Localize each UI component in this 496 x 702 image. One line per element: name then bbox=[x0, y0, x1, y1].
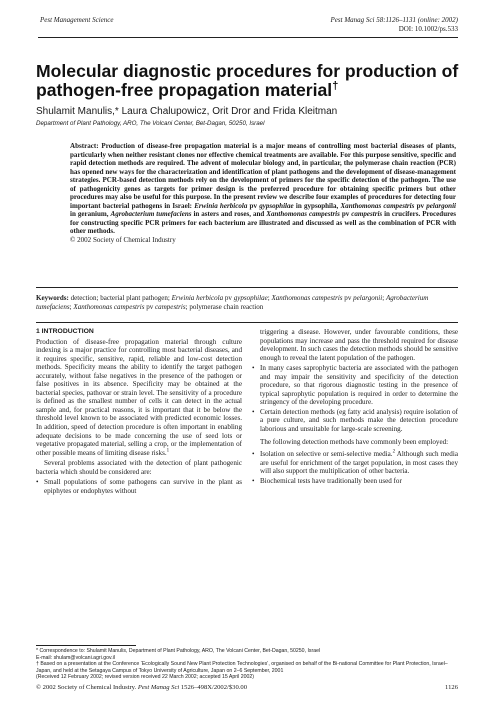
list-item: • Biochemical tests have traditionally been used for bbox=[252, 476, 402, 485]
page-number: 1126 bbox=[445, 684, 458, 691]
abstract bbox=[70, 142, 456, 245]
title-dagger: † bbox=[332, 80, 339, 93]
list-item: • Isolation on selective or semi-selective media.$^2$ Although such media are useful for enrichment of the target population, in most cases they will also support the multiplication of other bacteria. bbox=[252, 449, 458, 476]
authors: Shulamit Manulis,* Laura Chalupowicz, Orit Dror and Frida Kleitman bbox=[36, 106, 338, 117]
list-item: • Small populations of some pathogens can survive in the plant as epiphytes or endophytes without bbox=[36, 478, 242, 495]
reference-1[interactable]: 1 bbox=[166, 448, 170, 454]
abstract-copyright: © 2002 Society of Chemical Industry bbox=[70, 236, 176, 245]
keywords-rule bbox=[36, 322, 458, 323]
title-text: Molecular diagnostic procedures for production of pathogen-free propagation material bbox=[36, 61, 459, 100]
section-heading: 1 INTRODUCTION bbox=[36, 328, 94, 335]
received-note: (Received 12 February 2002; revised version received 22 March 2002; accepted 15 April 2002) bbox=[36, 674, 254, 681]
bullet-icon: • bbox=[252, 364, 255, 373]
abstract-text: Production of disease-free propagation material is a major means of controlling most bacterial diseases of plants, particularly when neither resistant clones nor effective chemical treatments are available. For this purpose sensitive, specific and rapid detection methods are required. The advent of molecular biology and, in particular, the polymerase chain reaction (PCR) has opened new ways for the characterization and identification of plant pathogens and the development of disease-management strategies. PCR-based detection methods rely on the development of primers for the specific detection of the pathogen. The use of pathogenicity genes as targets for primer design is the preferred procedure for obtaining specific primers but other procedures may also be useful for this purpose. In the present review we describe four examples of procedures for detecting four important bacterial pathogens in Israel: Erwinia herbicola pv gypsophilae in gypsophila, Xanthomonas campestris pv pelargonii in geranium, Agrobacterium tumefaciens in asters and roses, and Xanthomonas campestris pv campestris in crucifers. Procedures for constructing specific PCR primers for each bacterium are illustrated and discussed as well as the combination of PCR with other methods. bbox=[70, 142, 457, 236]
header-rule bbox=[38, 37, 458, 38]
affiliation: Department of Plant Pathology, ARO, The Volcani Center, Bet-Dagan, 50250, Israel bbox=[36, 120, 265, 127]
correspondence-note: * Correspondence to: Shulamit Manulis, Department of Plant Pathology, ARO, The Volcani Center, Bet-Dagan, 50250, Israel bbox=[36, 648, 321, 654]
list-item: • In many cases saprophytic bacteria are associated with the pathogen and may impair the sensitivity and specificity of the detection procedure, so that rigorous diagnostic testing in the presence of typical saprophytic population is required in order to determine the stringency of the developing procedure. bbox=[252, 364, 458, 407]
footnote-rule bbox=[36, 645, 136, 646]
list-item: • Certain detection methods (eg fatty acid analysis) require isolation of a pure culture, and such methods make the detection procedure laborious and unsuitable for large-scale screening. bbox=[252, 407, 458, 434]
bullet-icon: • bbox=[252, 407, 255, 416]
body-column-right bbox=[252, 328, 458, 486]
keywords-label: Keywords: bbox=[36, 294, 69, 302]
running-header-citation bbox=[331, 16, 458, 34]
problem-list-continued bbox=[252, 364, 458, 433]
bullet-1-continued: triggering a disease. However, under favourable conditions, these populations may increase and pass the threshold required for disease development. In such cases the detection methods should be sensitive enough to reveal the latent population of the pathogen. bbox=[260, 328, 458, 362]
reference-2[interactable]: 2 bbox=[392, 449, 396, 455]
bullet-icon: • bbox=[252, 476, 255, 485]
abstract-rule bbox=[36, 287, 458, 288]
intro-paragraph-2: Several problems associated with the detection of plant pathogenic bacteria which should be considered are: bbox=[36, 459, 242, 476]
problem-list bbox=[36, 478, 242, 495]
email-note[interactable]: E-mail: shulam@volcani.agri.gov.il bbox=[36, 654, 115, 661]
footnotes bbox=[36, 648, 458, 681]
doi[interactable]: DOI: 10.1002/ps.533 bbox=[398, 25, 458, 33]
body-column-left bbox=[36, 328, 242, 496]
intro-paragraph-1: Production of disease-free propagation material through culture indexing is a major practice for controlling most bacterial diseases, and it requires specific, sensitive, rapid, reliable and low-cost detection methods. Specificity means the ability to identify the target pathogen accurately, without false negatives in the presence of the pathogen or false positives in its absence. Specificity may be obtained at the bacterial species, pathovar or strain level. The sensitivity of a procedure is defined as the smallest number of cells it can detect in the actual sample and, for practical reasons, it is important that it be below the threshold level known to be associated with predicted economic losses. In addition, speed of detection procedure is often important in enabling adequate decisions to be made concerning the use of seed lots or vegetative propagated material, selling a crop, or the implementation of other possible means of limiting disease risks.$^1$ bbox=[36, 337, 242, 457]
abstract-label: Abstract: bbox=[70, 142, 99, 150]
article-title bbox=[36, 62, 466, 100]
footer-copyright: © 2002 Society of Chemical Industry. Pest Manag Sci 1526–498X/2002/$30.00 bbox=[36, 684, 247, 691]
methods-intro: The following detection methods have commonly been employed: bbox=[260, 437, 449, 446]
bullet-icon: • bbox=[36, 478, 39, 487]
bullet-icon: • bbox=[252, 450, 255, 459]
methods-list bbox=[252, 450, 458, 485]
citation: Pest Manag Sci 58:1126–1131 (online: 2002) bbox=[330, 16, 458, 24]
presentation-note: † Based on a presentation at the Conference ‘Ecologically Sound New Plant Protection Technologies’, organised on behalf of the Bi-national Committee for Plant Protection, Israel–Japan, and held at the Setagaya Campus of Tokyo University of Agriculture, Japan on 2–6 September, 2001 bbox=[36, 661, 448, 674]
keywords: Keywords: detection; bacterial plant pathogen; Erwinia herbicola pv gypsophilae; Xanthomonas campestris pv pelargonii; Agrobacterium tumefaciens; Xanthomonas campestris pv campestris; polymerase chain reaction bbox=[36, 294, 429, 311]
journal-name: Pest Management Science bbox=[40, 16, 114, 24]
